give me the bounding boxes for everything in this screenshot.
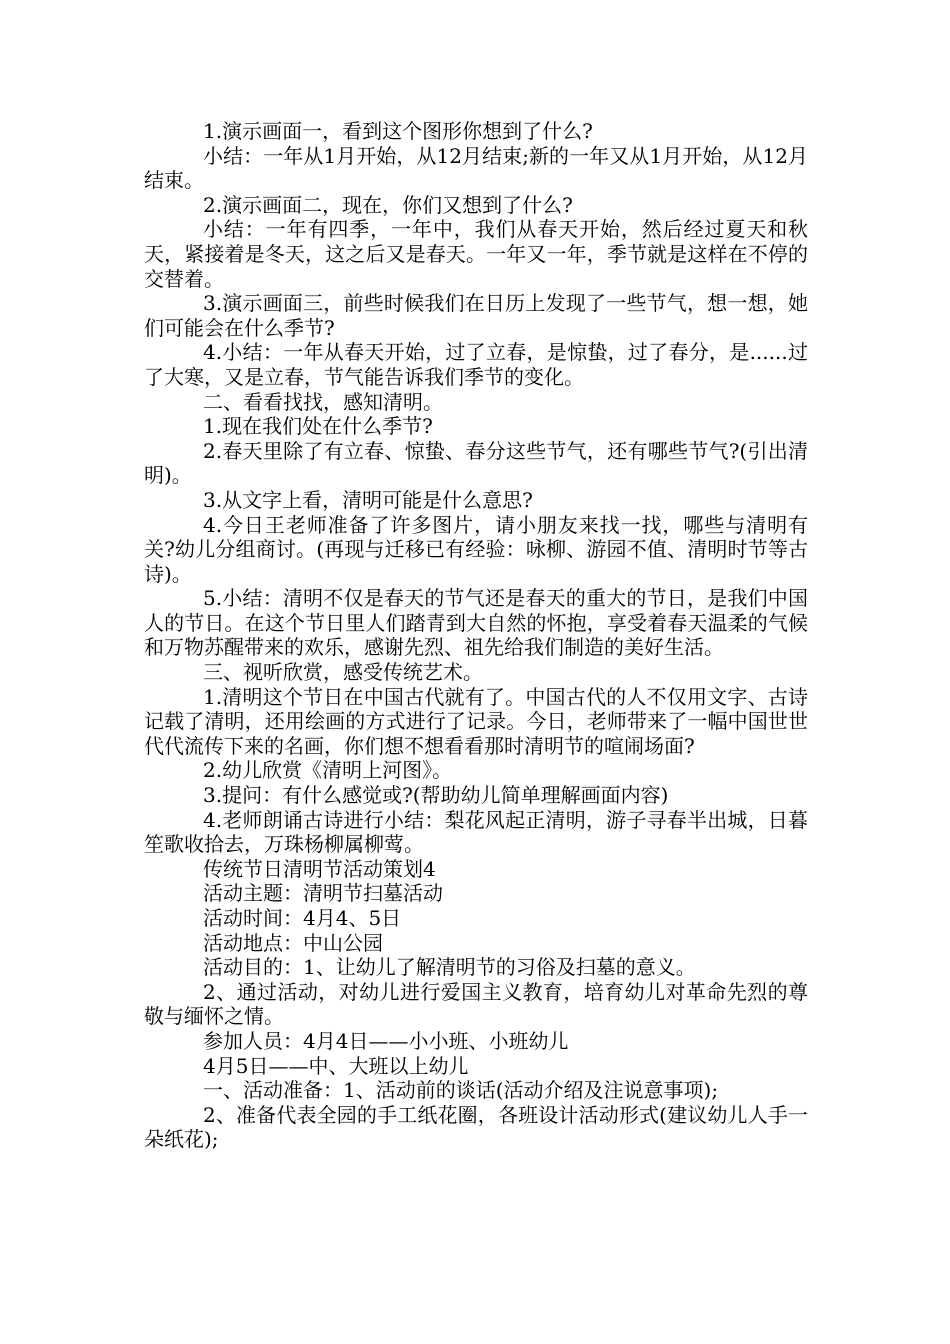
paragraph: 1.演示画面一，看到这个图形你想到了什么? bbox=[203, 119, 593, 143]
paragraph: 1.现在我们处在什么季节? bbox=[203, 414, 433, 439]
paragraph: 4.今日王老师准备了许多图片，请小朋友来找一找，哪些与清明有关?幼儿分组商讨。(再现与迁移已有经验：咏柳、游园不值、清明时节等古诗)。 bbox=[144, 512, 808, 586]
participants: 参加人员：4月4日——小小班、小班幼儿 bbox=[203, 1028, 569, 1053]
paragraph: 4.小结：一年从春天开始，过了立春，是惊蛰，过了春分，是......过了大寒，又是立春，节气能告诉我们季节的变化。 bbox=[144, 340, 808, 389]
section-heading: 二、看看找找，感知清明。 bbox=[203, 389, 443, 414]
section-heading: 三、视听欣赏，感受传统艺术。 bbox=[203, 660, 483, 685]
paragraph: 一、活动准备：1、活动前的谈话(活动介绍及注说意事项); bbox=[203, 1078, 719, 1103]
paragraph: 1.清明这个节日在中国古代就有了。中国古代的人不仅用文字、古诗记载了清明，还用绘画的方式进行了记录。今日，老师带来了一幅中国世世代代流传下来的名画，你们想不想看看那时清明节的喧闹场面? bbox=[144, 684, 808, 758]
paragraph: 小结：一年有四季，一年中，我们从春天开始，然后经过夏天和秋天，紧接着是冬天，这之后又是春天。一年又一年，季节就是这样在不停的交替着。 bbox=[144, 217, 808, 291]
paragraph: 4.老师朗诵古诗进行小结：梨花风起正清明，游子寻春半出城，日暮笙歌收拾去，万珠杨柳属柳莺。 bbox=[144, 807, 808, 857]
paragraph: 3.演示画面三，前些时候我们在日历上发现了一些节气，想一想，她们可能会在什么季节? bbox=[144, 291, 808, 340]
document-page bbox=[144, 119, 808, 1152]
paragraph: 小结：一年从1月开始，从12月结束;新的一年又从1月开始，从12月结束。 bbox=[144, 143, 808, 193]
activity-time: 活动时间：4月4、5日 bbox=[203, 906, 402, 930]
paragraph: 3.提问：有什么感觉或?(帮助幼儿简单理解画面内容) bbox=[203, 783, 669, 808]
paragraph: 2.幼儿欣赏《清明上河图》。 bbox=[203, 758, 453, 783]
activity-theme: 活动主题：清明节扫墓活动 bbox=[203, 881, 443, 906]
paragraph: 2.春天里除了有立春、惊蛰、春分这些节气，还有哪些节气?(引出清明)。 bbox=[144, 438, 808, 488]
paragraph: 2、通过活动，对幼儿进行爱国主义教育，培育幼儿对革命先烈的尊敬与缅怀之情。 bbox=[144, 979, 808, 1029]
paragraph: 2、准备代表全园的手工纸花圈，各班设计活动形式(建议幼儿人手一朵纸花); bbox=[144, 1102, 808, 1152]
activity-location: 活动地点：中山公园 bbox=[203, 930, 383, 955]
paragraph: 3.从文字上看，清明可能是什么意思? bbox=[203, 487, 533, 512]
paragraph: 5.小结：清明不仅是春天的节气还是春天的重大的节日，是我们中国人的节日。在这个节日里人们踏青到大自然的怀抱，享受着春天温柔的气候和万物苏醒带来的欢乐，感谢先烈、祖先给我们制造的美好生活。 bbox=[144, 586, 808, 660]
activity-purpose: 活动目的：1、让幼儿了解清明节的习俗及扫墓的意义。 bbox=[203, 955, 696, 980]
plan-title: 传统节日清明节活动策划4 bbox=[203, 856, 436, 881]
paragraph: 4月5日——中、大班以上幼儿 bbox=[203, 1053, 469, 1078]
paragraph: 2.演示画面二，现在，你们又想到了什么? bbox=[203, 192, 573, 217]
